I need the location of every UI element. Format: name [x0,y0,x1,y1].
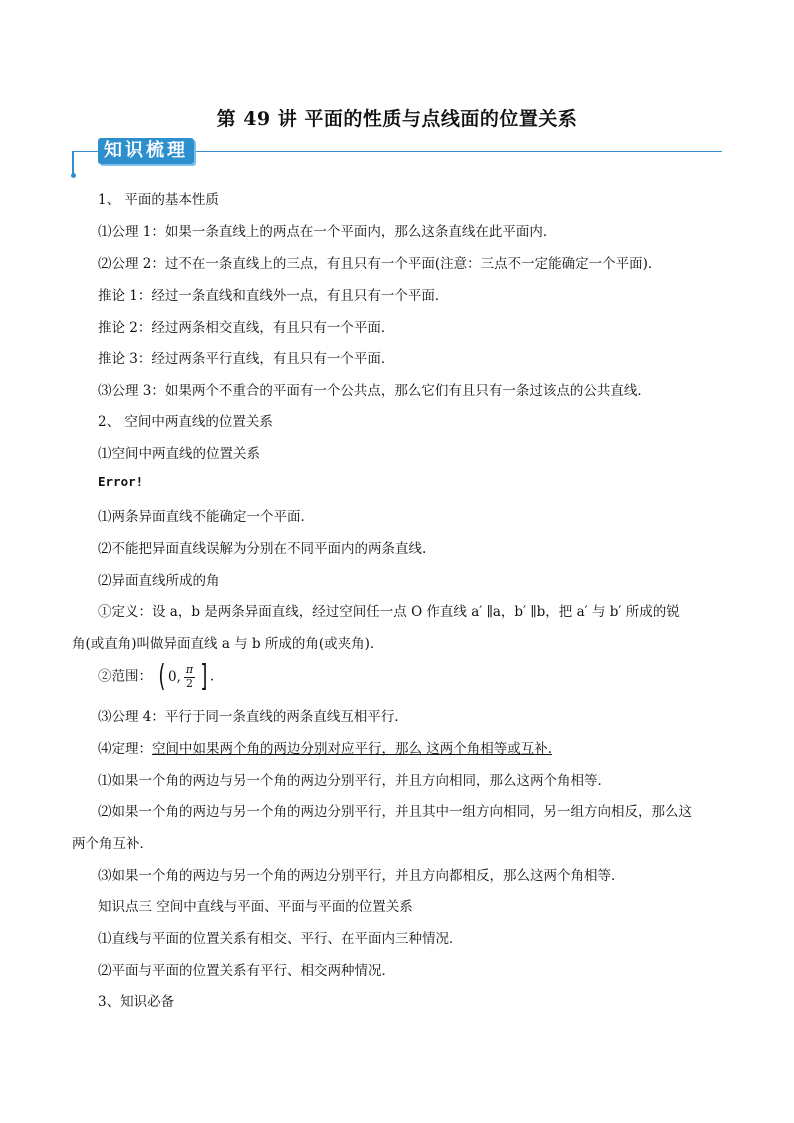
paragraph: ⑴如果一个角的两边与另一个角的两边分别平行，并且方向相同，那么这两个角相等． [98,773,611,789]
paragraph: ⑵如果一个角的两边与另一个角的两边分别平行，并且其中一组方向相同，另一组方向相反，那么这 [98,804,692,820]
left-bracket: ( [158,659,166,694]
range-line [98,659,215,694]
paragraph: ⑴空间中两直线的位置关系 [98,446,260,462]
paragraph: 推论 1：经过一条直线和直线外一点，有且只有一个平面． [98,288,449,304]
paragraph: ①定义：设 a，b 是两条异面直线，经过空间任一点 O 作直线 a′ ∥a，b′ ∥b，把 a′ 与 b′ 所成的锐 [98,604,680,620]
right-bracket: ] [200,659,208,694]
section-banner [72,138,724,178]
paragraph: ⑶公理 3：如果两个不重合的平面有一个公共点，那么它们有且只有一条过该点的公共直线． [98,383,651,399]
theorem-statement: 空间中如果两个角的两边分别对应平行，那么 这两个角相等或互补. [152,741,553,757]
paragraph: ⑵平面与平面的位置关系有平行、相交两种情况． [98,963,395,979]
paragraph: 推论 2：经过两条相交直线，有且只有一个平面． [98,320,395,336]
interval-expression [156,659,210,694]
interval-left: 0, [168,669,181,685]
paragraph: ⑵公理 2：过不在一条直线上的三点，有且只有一个平面(注意：三点不一定能确定一个平面)． [98,256,662,272]
section-heading: 3、知识必备 [98,994,175,1010]
fraction-denominator: 2 [186,676,194,690]
section-heading: 知识点三 空间中直线与平面、平面与平面的位置关系 [98,899,413,915]
section-heading: 1、 平面的基本性质 [98,192,219,208]
paragraph-continued: 两个角互补． [72,836,153,852]
fraction-numerator: π [185,663,194,677]
section-heading: 2、 空间中两直线的位置关系 [98,414,273,430]
error-text: Error! [98,474,144,489]
paragraph: ⑴直线与平面的位置关系有相交、平行、在平面内三种情况． [98,931,463,947]
paragraph: ⑶如果一个角的两边与另一个角的两边分别平行，并且方向都相反，那么这两个角相等． [98,868,625,884]
page-title: 第 49 讲 平面的性质与点线面的位置关系 [216,108,578,130]
banner-label: 知识梳理 [98,138,194,164]
range-prefix: ②范围： [98,668,152,685]
banner-dot-icon [71,173,76,178]
paragraph: ⑵不能把异面直线误解为分别在不同平面内的两条直线. [98,541,427,557]
range-suffix: . [209,668,215,685]
theorem-line [98,737,552,757]
paragraph: ⑵异面直线所成的角 [98,573,220,589]
paragraph: ⑶公理 4：平行于同一条直线的两条直线互相平行． [98,709,408,725]
fraction-pi-over-2 [184,664,195,689]
paragraph-continued: 角(或直角)叫做异面直线 a 与 b 所成的角(或夹角)． [72,636,384,652]
paragraph: 推论 3：经过两条平行直线，有且只有一个平面． [98,351,395,367]
theorem-prefix: ⑷定理： [98,741,152,757]
paragraph: ⑴两条异面直线不能确定一个平面． [98,509,314,525]
paragraph: ⑴公理 1：如果一条直线上的两点在一个平面内，那么这条直线在此平面内． [98,224,557,240]
